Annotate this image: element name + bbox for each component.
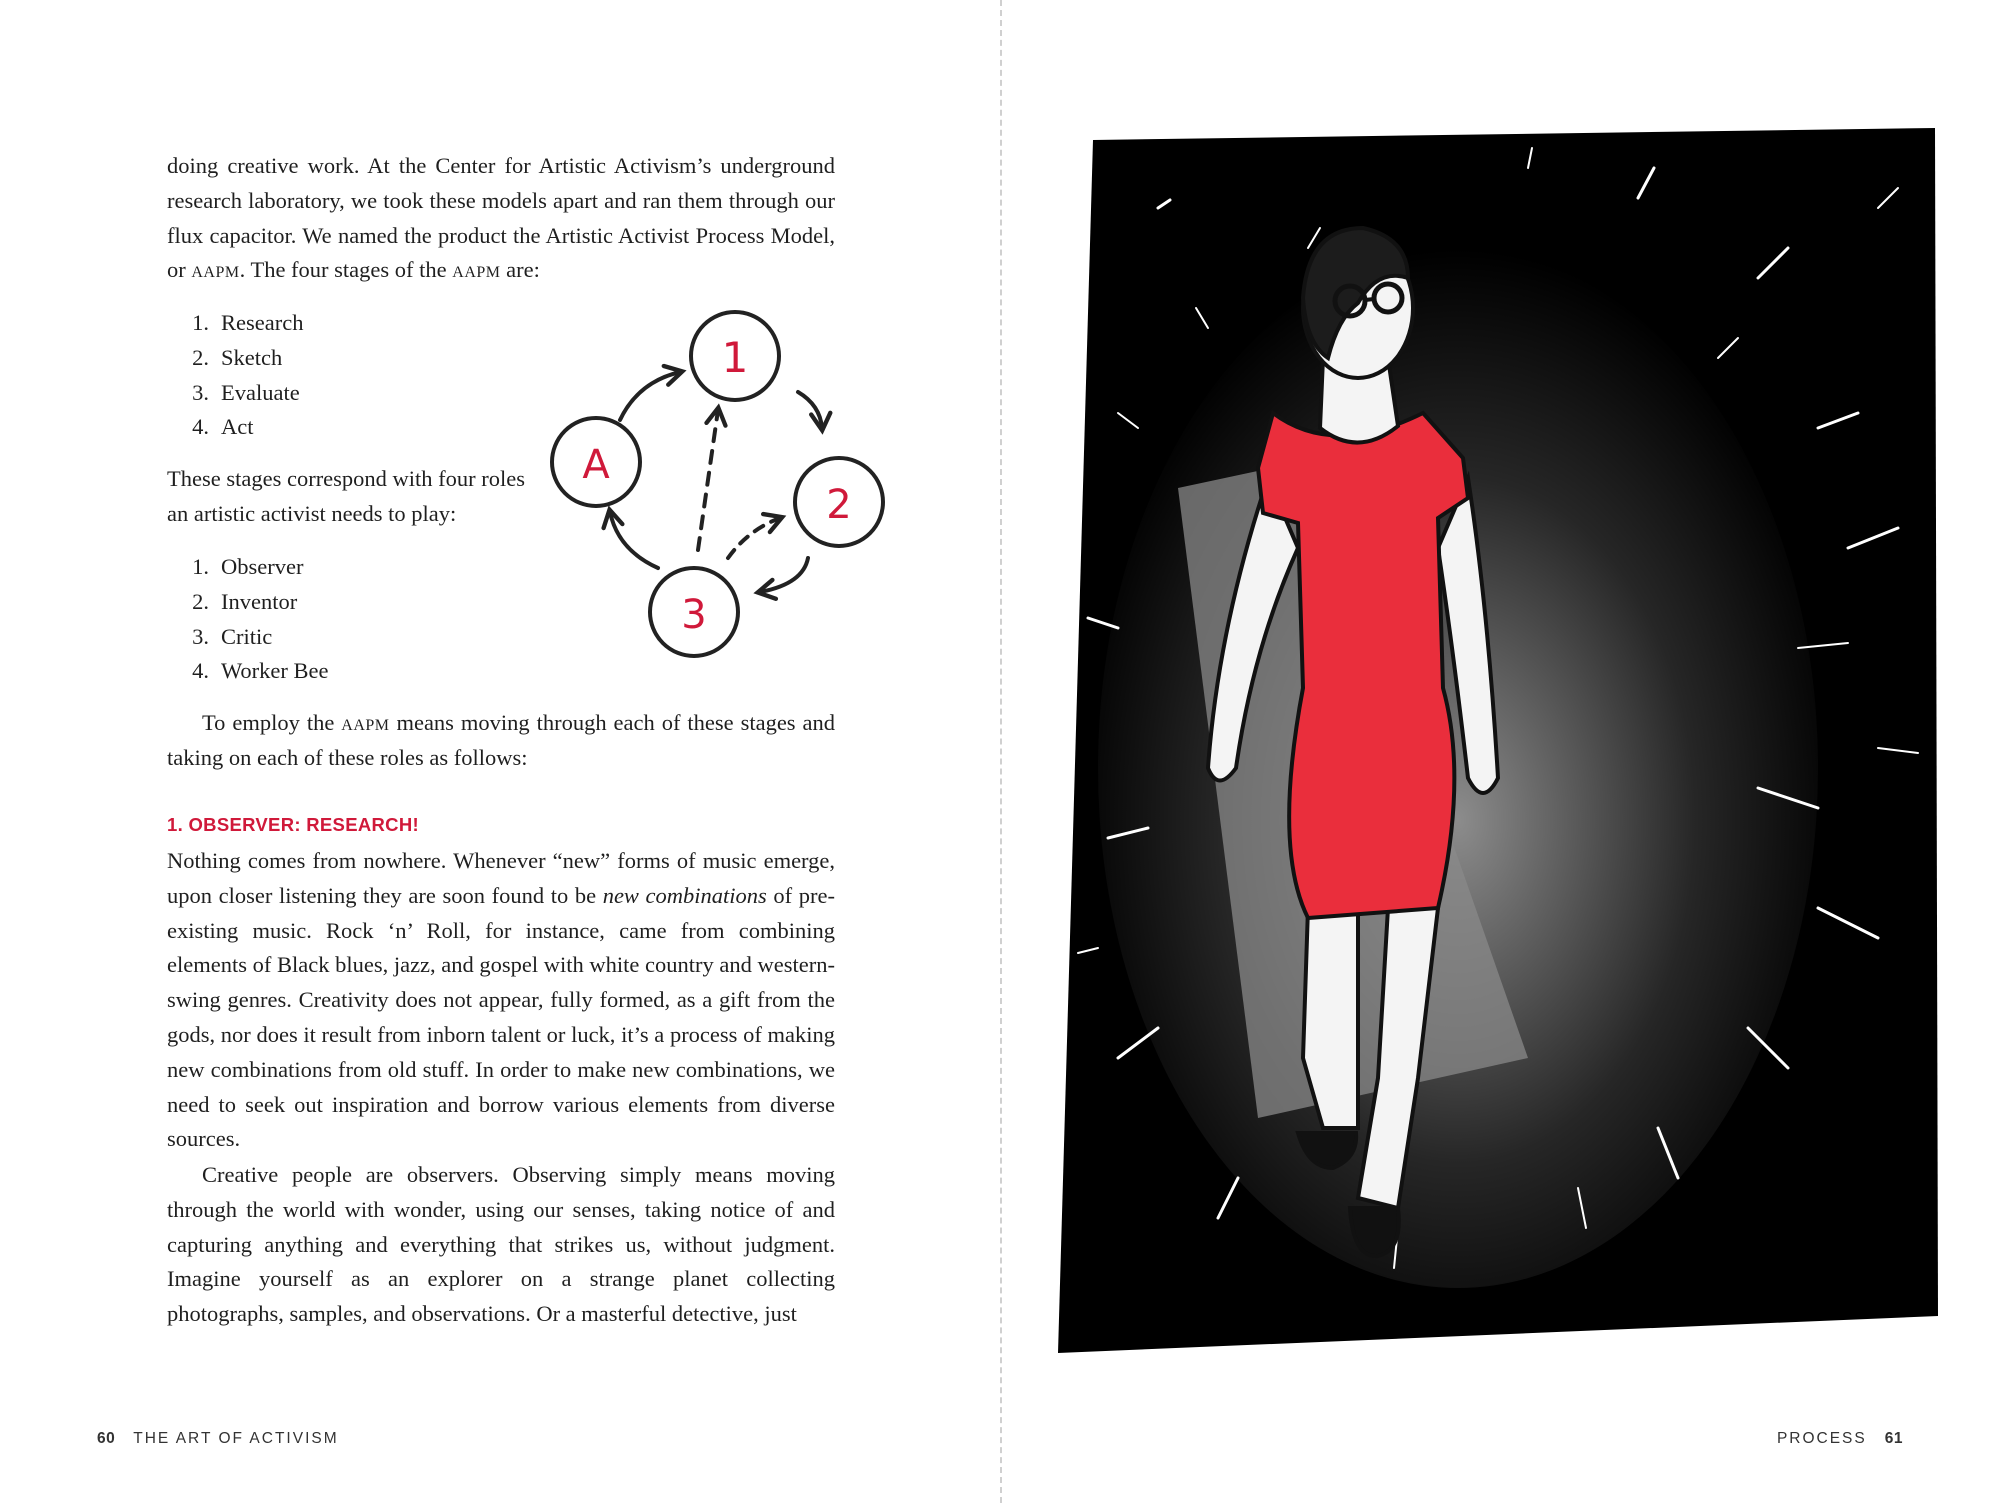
roles-list [167, 550, 329, 689]
list-item: 3. Evaluate [192, 379, 300, 405]
page-number: 60 [97, 1430, 116, 1447]
paragraph-research: Nothing comes from nowhere. Whenever “new” forms of music emerge, upon closer listening they are soon found to be new combinations of pre-existing music. Rock ‘n’ Roll, for instance, came from combining elements of Black blues, jazz, and gospel with white country and western-swing genres. Creativity does not appear, fully formed, as a gift from the gods, nor does it result from inborn talent or luck, it’s a process of making new combinations from old stuff. In order to make new combinations, we need to seek out inspiration and borrow various elements from diverse sources. [167, 848, 835, 1152]
paragraph-employ: To employ the aapm means moving through each of these stages and taking on each of these roles as follows: [167, 710, 835, 770]
running-section: PROCESS [1776, 1430, 1867, 1447]
section-heading: 1. OBSERVER: RESEARCH! [167, 814, 419, 835]
paragraph-roles-intro: These stages correspond with four roles an artistic activist needs to play: [167, 466, 526, 526]
arrow-2-to-3 [760, 558, 808, 592]
paragraph-intro: doing creative work. At the Center for Artistic Activism’s underground research laboratory, we took these models apart and ran them through our flux capacitor. We named the product the Artistic Activist Process Model, or aapm. The four stages of the aapm are: [167, 153, 835, 283]
diagram-label-2: 2 [826, 482, 852, 528]
diagram-label-1: 1 [721, 333, 749, 382]
list-item: 4. Worker Bee [192, 658, 329, 684]
dashed-arrow-3-to-1 [698, 410, 718, 550]
illustration-woman-red-dress [1058, 128, 1938, 1358]
stages-list [167, 306, 303, 445]
paragraph-observers: Creative people are observers. Observing simply means moving through the world with wonder, using our senses, taking notice of and capturing anything and everything that strikes us, without judgment. Imagine yourself as an explorer on a strange planet collecting photographs, samples, and observations. Or a masterful detective, just [167, 1162, 835, 1327]
diagram-label-3: 3 [681, 592, 707, 638]
arrow-1-to-2 [798, 392, 822, 428]
list-item: 2. Sketch [192, 344, 283, 370]
right-page [1000, 0, 2000, 1503]
page-number: 61 [1884, 1430, 1903, 1447]
list-item: 4. Act [192, 414, 254, 440]
footer-right [1777, 1430, 1903, 1448]
footer-left [97, 1430, 339, 1448]
list-item: 3. Critic [192, 623, 273, 649]
arrow-3-to-a [610, 512, 658, 568]
diagram-label-a: A [582, 442, 610, 488]
arrow-a-to-1 [620, 372, 680, 420]
process-cycle-diagram [548, 300, 908, 670]
running-title: THE ART OF ACTIVISM [133, 1430, 339, 1447]
list-item: 2. Inventor [192, 588, 298, 614]
list-item: 1. Observer [192, 554, 304, 579]
list-item: 1. Research [192, 310, 304, 335]
dashed-arrow-3-to-2 [728, 518, 780, 558]
